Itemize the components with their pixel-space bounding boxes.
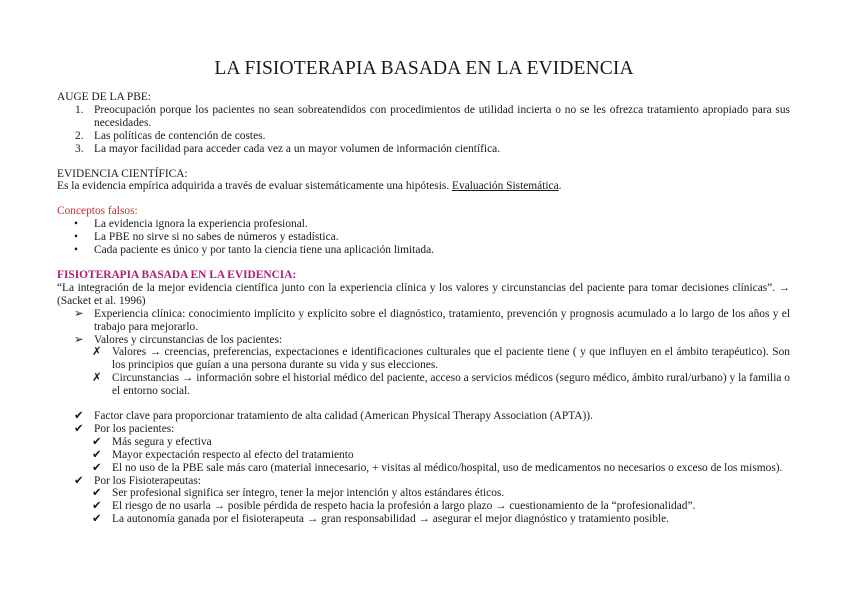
- arrow-bullet-icon: ➢: [74, 333, 84, 346]
- check-icon: ✔: [92, 461, 102, 474]
- bullet-icon: •: [74, 218, 78, 231]
- check-item-factor: [57, 410, 790, 423]
- check-text: El riesgo de no usarla → posible pérdida de respeto hacia la profesión a largo plazo → cuestionamiento de la “profesionalidad”.: [112, 500, 696, 513]
- fbe-sub-text: Valores → creencias, preferencias, expectaciones e identificaciones culturales que el paciente tiene ( y que influyen en el ámbito terapéutico). Son los principios que guían a una persona durante su vida y sus elecciones.: [112, 346, 790, 372]
- evidencia-heading: EVIDENCIA CIENTÍFICA:: [57, 167, 188, 180]
- auge-item-text: Las políticas de contención de costes.: [94, 129, 266, 142]
- evidencia-end: .: [558, 180, 562, 193]
- cross-bullet-icon: ✗: [92, 372, 102, 385]
- bullet-icon: •: [74, 231, 78, 244]
- check-text: Ser profesional significa ser íntegro, tener la mejor intención y altos estándares éticos.: [112, 487, 505, 500]
- auge-item-3: [57, 143, 790, 156]
- check-text: Por los pacientes:: [94, 422, 175, 435]
- arrow-bullet-icon: ➢: [74, 307, 84, 320]
- evaluacion-sistematica-link[interactable]: Evaluación Sistemática: [452, 180, 559, 193]
- bullet-icon: •: [74, 244, 78, 257]
- check-icon: ✔: [92, 448, 102, 461]
- pacientes-item-2: [57, 449, 790, 462]
- fbe-sub-text: Circunstancias → información sobre el historial médico del paciente, acceso a servicios médicos (seguro médico, ámbito rural/urbano) y la familia o el entorno social.: [112, 372, 790, 398]
- check-item-fisios: [57, 475, 790, 488]
- auge-item-text: La mayor facilidad para acceder cada vez a un mayor volumen de información científica.: [94, 142, 501, 155]
- concepto-text: La PBE no sirve si no sabes de números y estadística.: [94, 231, 339, 244]
- cross-bullet-icon: ✗: [92, 346, 102, 359]
- check-item-pacientes: [57, 423, 790, 436]
- evidencia-text: [57, 180, 790, 193]
- list-number: 2.: [75, 129, 84, 142]
- auge-item-2: [57, 130, 790, 143]
- pacientes-item-1: [57, 436, 790, 449]
- conceptos-falsos-heading: Conceptos falsos:: [57, 205, 138, 218]
- check-text: La autonomía ganada por el fisioterapeuta → gran responsabilidad → asegurar el mejor diagnóstico y tratamiento posible.: [112, 513, 670, 526]
- check-icon: ✔: [92, 500, 102, 513]
- auge-item-text: Preocupación porque los pacientes no sean sobreatendidos con procedimientos de utilidad incierta o no se les ofrezca tratamiento apropiado para sus necesidades.: [94, 103, 790, 129]
- concepto-text: Cada paciente es único y por tanto la ciencia tiene una aplicación limitada.: [94, 244, 434, 257]
- fisios-item-2: [57, 500, 790, 513]
- check-text: Más segura y efectiva: [112, 435, 212, 448]
- check-text: El no uso de la PBE sale más caro (material innecesario, + visitas al médico/hospital, uso de medicamentos no necesarios o exceso de los mismos).: [112, 461, 783, 474]
- auge-heading: AUGE DE LA PBE:: [57, 91, 151, 103]
- fisios-item-3: [57, 513, 790, 526]
- fbe-heading: FISIOTERAPIA BASADA EN LA EVIDENCIA:: [57, 268, 297, 281]
- concepto-item-2: [57, 231, 790, 244]
- check-icon: ✔: [74, 410, 84, 423]
- concepto-item-1: [57, 218, 790, 231]
- check-text: Factor clave para proporcionar tratamiento de alta calidad (American Physical Therapy Association (APTA)).: [94, 410, 593, 423]
- list-number: 3.: [75, 142, 84, 155]
- document-body: [57, 91, 790, 526]
- page-title: LA FISIOTERAPIA BASADA EN LA EVIDENCIA: [214, 58, 634, 79]
- concepto-item-3: [57, 244, 790, 257]
- fbe-quote: “La integración de la mejor evidencia científica junto con la experiencia clínica y los valores y circunstancias del paciente para tomar decisiones clínicas”. → (Sacket et al. 1996): [57, 281, 790, 307]
- check-icon: ✔: [92, 487, 102, 500]
- evidencia-definition: Es la evidencia empírica adquirida a través de evaluar sistemáticamente una hipótesis.: [57, 180, 450, 193]
- fisios-item-1: [57, 487, 790, 500]
- check-icon: ✔: [74, 474, 84, 487]
- check-text: Mayor expectación respecto al efecto del tratamiento: [112, 448, 354, 461]
- fbe-sub-item-2: [57, 372, 790, 398]
- fbe-arrow-text: Experiencia clínica: conocimiento implícito y explícito sobre el diagnóstico, tratamiento, prevención y prognosis acumulado a lo largo de los años y el trabajo para mejorarlo.: [94, 307, 790, 333]
- fbe-arrow-item-1: [57, 308, 790, 334]
- check-icon: ✔: [74, 422, 84, 435]
- list-number: 1.: [75, 103, 84, 116]
- concepto-text: La evidencia ignora la experiencia profesional.: [94, 218, 308, 231]
- fbe-arrow-item-2: [57, 334, 790, 347]
- pacientes-item-3: [57, 462, 790, 475]
- fbe-sub-item-1: [57, 346, 790, 372]
- check-icon: ✔: [92, 435, 102, 448]
- fbe-arrow-text: Valores y circunstancias de los pacientes:: [94, 333, 283, 346]
- auge-item-1: [57, 104, 790, 130]
- check-text: Por los Fisioterapeutas:: [94, 474, 201, 487]
- check-icon: ✔: [92, 513, 102, 526]
